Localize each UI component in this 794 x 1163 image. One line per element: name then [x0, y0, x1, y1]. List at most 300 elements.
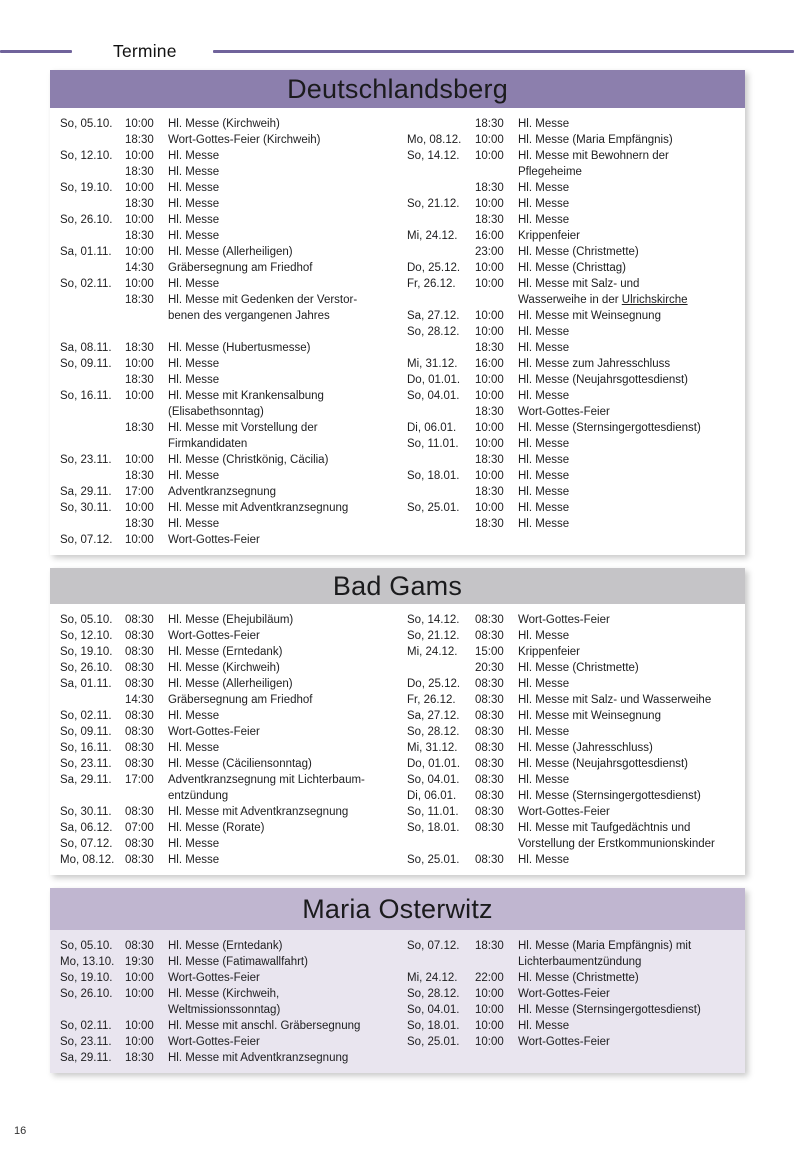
- row-description: Hl. Messe (Hubertusmesse): [168, 342, 311, 354]
- row-time: 15:00: [475, 646, 504, 658]
- row-date: Do, 01.01.: [407, 758, 461, 770]
- row-date: Do, 25.12.: [407, 262, 461, 274]
- row-date: So, 02.11.: [60, 710, 112, 722]
- row-description: Hl. Messe: [518, 342, 570, 354]
- row-date: [60, 420, 125, 452]
- row-time: 10:00: [475, 278, 504, 290]
- row-description: Hl. Messe (Sternsingergottesdienst): [518, 790, 701, 802]
- row-date: Sa, 08.11.: [60, 342, 112, 354]
- row-date: [407, 212, 475, 228]
- row-time: 10:00: [475, 198, 504, 210]
- row-date: So, 25.01.: [407, 854, 460, 866]
- schedule-row: [60, 660, 407, 676]
- row-description: Hl. Messe (Neujahrsgottesdienst): [518, 374, 689, 386]
- schedule-row: [60, 644, 407, 660]
- row-description: Hl. Messe mit Salz- und Wasserweihe: [518, 694, 712, 706]
- row-time: 10:00: [475, 1004, 504, 1016]
- header-rule-right: [213, 50, 794, 53]
- row-date: So, 19.10.: [60, 972, 113, 984]
- row-description: Hl. Messe: [518, 470, 570, 482]
- row-description: Hl. Messe: [518, 630, 570, 642]
- row-description: Hl. Messe: [168, 198, 220, 210]
- row-time: 08:30: [475, 822, 504, 834]
- schedule-row: [407, 340, 745, 356]
- row-description: Hl. Messe: [168, 518, 220, 530]
- row-description: Hl. Messe (Maria Empfängnis): [518, 134, 673, 146]
- schedule-row: [407, 804, 745, 820]
- row-time: 08:30: [125, 630, 154, 642]
- row-date: Mi, 24.12.: [407, 972, 458, 984]
- row-description: Hl. Messe: [518, 774, 570, 786]
- schedule-row: [407, 516, 745, 532]
- row-time: 10:00: [125, 118, 154, 130]
- schedule-row: [407, 628, 745, 644]
- row-date: Mi, 24.12.: [407, 230, 458, 242]
- schedule-row: [60, 452, 407, 468]
- row-date: Do, 01.01.: [407, 374, 461, 386]
- row-description: Hl. Messe (Sternsingergottesdienst): [518, 1004, 701, 1016]
- row-date: [60, 132, 125, 148]
- row-time: 08:30: [125, 806, 154, 818]
- row-date: [407, 452, 475, 468]
- row-description: Hl. Messe: [518, 198, 570, 210]
- section-banner: [50, 70, 745, 108]
- row-date: So, 26.10.: [60, 662, 113, 674]
- schedule-row: [407, 260, 745, 276]
- row-time: 10:00: [475, 374, 504, 386]
- row-time: 10:00: [125, 182, 154, 194]
- row-time: 10:00: [475, 422, 504, 434]
- row-description: Hl. Messe (Neujahrsgottesdienst): [518, 758, 689, 770]
- schedule-row: [407, 196, 745, 212]
- row-date: [60, 228, 125, 244]
- row-time: 18:30: [125, 342, 154, 354]
- row-time: 10:00: [125, 502, 154, 514]
- schedule-row: [60, 986, 407, 1018]
- row-date: Di, 06.01.: [407, 790, 457, 802]
- row-description: Hl. Messe (Cäciliensonntag): [168, 758, 312, 770]
- row-date: Sa, 27.12.: [407, 310, 460, 322]
- row-time: 10:00: [475, 310, 504, 322]
- row-description: Hl. Messe mit Adventkranzsegnung: [168, 1052, 349, 1064]
- schedule-row: [407, 388, 745, 404]
- schedule-row: [60, 196, 407, 212]
- row-date: [60, 324, 125, 340]
- schedule-row: [407, 772, 745, 788]
- row-time: 10:00: [475, 134, 504, 146]
- row-time: 18:30: [475, 518, 504, 530]
- row-time: 08:30: [125, 758, 154, 770]
- row-time: 10:00: [125, 246, 154, 258]
- schedule-row: [60, 970, 407, 986]
- row-description: Hl. Messe (Ehejubiläum): [168, 614, 294, 626]
- row-description: Hl. Messe mit Gedenken der Verstor- benen des vergangenen Jahres: [168, 294, 358, 322]
- schedule-row: [407, 740, 745, 756]
- row-date: [60, 292, 125, 324]
- row-description: Hl. Messe zum Jahresschluss: [518, 358, 671, 370]
- row-date: Mo, 08.12.: [60, 854, 115, 866]
- row-date: So, 16.11.: [60, 390, 112, 402]
- row-time: 08:30: [475, 614, 504, 626]
- row-time: 08:30: [475, 758, 504, 770]
- schedule-column-right: [407, 612, 745, 868]
- schedule-row: [407, 852, 745, 868]
- row-time: 08:30: [125, 614, 154, 626]
- header-rule-left: [0, 50, 72, 53]
- row-time: 08:30: [125, 678, 154, 690]
- schedule-row: [407, 468, 745, 484]
- row-time: 18:30: [475, 940, 504, 952]
- row-time: 18:30: [475, 214, 504, 226]
- row-description: Wort-Gottes-Feier: [518, 406, 610, 418]
- row-description: Hl. Messe (Allerheiligen): [168, 678, 293, 690]
- row-time: 08:30: [125, 838, 154, 850]
- row-description: Hl. Messe mit Vorstellung der Firmkandidaten: [168, 422, 318, 450]
- row-date: So, 18.01.: [407, 822, 460, 834]
- row-description: Wort-Gottes-Feier: [518, 1036, 610, 1048]
- row-date: Sa, 06.12.: [60, 822, 113, 834]
- row-description: Hl. Messe mit Adventkranzsegnung: [168, 806, 349, 818]
- schedule-row: [407, 420, 745, 436]
- row-date: So, 19.10.: [60, 182, 113, 194]
- schedule-row: [407, 820, 745, 852]
- row-description: Wort-Gottes-Feier: [168, 726, 260, 738]
- schedule-row: [60, 212, 407, 228]
- row-date: So, 21.12.: [407, 630, 460, 642]
- row-time: 18:30: [475, 406, 504, 418]
- schedule-row: [60, 500, 407, 516]
- schedule-row: [60, 292, 407, 324]
- row-date: So, 28.12.: [407, 726, 460, 738]
- row-date: So, 19.10.: [60, 646, 113, 658]
- schedule-row: [407, 308, 745, 324]
- row-time: 14:30: [125, 694, 154, 706]
- schedule-row: [60, 740, 407, 756]
- row-date: So, 04.01.: [407, 774, 460, 786]
- row-description: Hl. Messe (Rorate): [168, 822, 265, 834]
- schedule-row: [60, 356, 407, 372]
- schedule-row: [407, 756, 745, 772]
- schedule-row: [407, 692, 745, 708]
- row-description: Wort-Gottes-Feier: [518, 614, 610, 626]
- row-description: Hl. Messe: [168, 358, 220, 370]
- row-date: So, 05.10.: [60, 614, 113, 626]
- row-time: 08:30: [125, 726, 154, 738]
- row-time: 08:30: [475, 790, 504, 802]
- schedule-row: [407, 228, 745, 244]
- row-date: So, 30.11.: [60, 806, 112, 818]
- row-description: Wort-Gottes-Feier: [518, 988, 610, 1000]
- row-time: 10:00: [125, 534, 154, 546]
- section-body: [50, 930, 745, 1073]
- row-date: Sa, 29.11.: [60, 1052, 112, 1064]
- schedule-row: [407, 660, 745, 676]
- row-description: Wort-Gottes-Feier: [168, 972, 260, 984]
- row-time: 08:30: [475, 710, 504, 722]
- row-time: 18:30: [125, 470, 154, 482]
- schedule-row: [60, 132, 407, 148]
- row-date: Sa, 29.11.: [60, 774, 112, 786]
- schedule-column-right: [407, 116, 745, 548]
- row-date: So, 09.11.: [60, 726, 112, 738]
- row-time: 10:00: [475, 262, 504, 274]
- row-time: 18:30: [125, 518, 154, 530]
- row-description: Hl. Messe (Maria Empfängnis) mit Lichterbaumentzündung: [518, 940, 692, 968]
- row-description: Hl. Messe (Allerheiligen): [168, 246, 293, 258]
- row-description: Hl. Messe: [518, 326, 570, 338]
- row-time: 10:00: [125, 1020, 154, 1032]
- row-description: Hl. Messe (Fatimawallfahrt): [168, 956, 308, 968]
- row-description: Wort-Gottes-Feier: [168, 534, 260, 546]
- row-description: [168, 324, 407, 340]
- row-time: 23:00: [475, 246, 504, 258]
- row-time: 10:00: [125, 390, 154, 402]
- schedule-row: [60, 1050, 407, 1066]
- row-date: So, 07.12.: [60, 838, 113, 850]
- row-date: So, 12.10.: [60, 630, 113, 642]
- row-description: Hl. Messe (Christtag): [518, 262, 626, 274]
- row-time: 18:30: [125, 374, 154, 386]
- schedule-row: [60, 708, 407, 724]
- row-time: 18:30: [125, 422, 154, 434]
- row-date: So, 14.12.: [407, 614, 460, 626]
- row-time: 16:00: [475, 358, 504, 370]
- schedule-row: [60, 1018, 407, 1034]
- row-description: Hl. Messe (Christmette): [518, 662, 639, 674]
- schedule-row: [407, 970, 745, 986]
- row-description: Hl. Messe: [168, 374, 220, 386]
- row-date: Mi, 31.12.: [407, 742, 458, 754]
- row-description: Hl. Messe: [168, 278, 220, 290]
- row-date: So, 30.11.: [60, 502, 112, 514]
- row-description: Hl. Messe mit Weinsegnung: [518, 710, 661, 722]
- row-time: 10:00: [475, 470, 504, 482]
- row-description: Hl. Messe (Christmette): [518, 972, 639, 984]
- row-time: 19:30: [125, 956, 154, 968]
- section-body: [50, 108, 745, 555]
- schedule-row: [60, 804, 407, 820]
- page-header: [0, 40, 794, 62]
- schedule-row: [60, 116, 407, 132]
- row-description: Wort-Gottes-Feier: [518, 806, 610, 818]
- row-time: 22:00: [475, 972, 504, 984]
- row-description: Gräbersegnung am Friedhof: [168, 262, 313, 274]
- schedule-column-right: [407, 938, 745, 1066]
- row-date: [407, 404, 475, 420]
- row-date: So, 02.11.: [60, 1020, 112, 1032]
- row-description: Hl. Messe mit Bewohnern der Pflegeheime: [518, 150, 669, 178]
- row-time: 10:00: [475, 438, 504, 450]
- row-time: 07:00: [125, 822, 154, 834]
- schedule-row: [407, 132, 745, 148]
- section-banner: [50, 888, 745, 930]
- row-date: So, 18.01.: [407, 470, 460, 482]
- row-date: So, 25.01.: [407, 1036, 460, 1048]
- schedule-section: [50, 70, 745, 555]
- row-date: So, 07.12.: [407, 940, 460, 952]
- row-date: So, 09.11.: [60, 358, 112, 370]
- schedule-row: [60, 388, 407, 420]
- row-description: Adventkranzsegnung mit Lichterbaum- entzündung: [168, 774, 365, 802]
- row-time: 08:30: [475, 630, 504, 642]
- row-description: Hl. Messe mit Taufgedächtnis und Vorstellung der Erstkommunionskinder: [518, 822, 715, 850]
- schedule-row: [407, 212, 745, 228]
- row-date: So, 23.11.: [60, 454, 112, 466]
- row-time: 10:00: [125, 988, 154, 1000]
- schedule-row: [60, 612, 407, 628]
- schedule-row: [407, 612, 745, 628]
- schedule-row: [60, 228, 407, 244]
- schedule-row: [407, 452, 745, 468]
- row-time: 08:30: [475, 806, 504, 818]
- row-date: So, 14.12.: [407, 150, 460, 162]
- row-date: So, 07.12.: [60, 534, 113, 546]
- row-time: 08:30: [475, 726, 504, 738]
- schedule-section: [50, 888, 745, 1073]
- row-date: Sa, 29.11.: [60, 486, 112, 498]
- row-date: [407, 484, 475, 500]
- row-time: 18:30: [475, 342, 504, 354]
- row-date: Mi, 31.12.: [407, 358, 458, 370]
- schedule-row: [407, 1002, 745, 1018]
- row-date: So, 05.10.: [60, 940, 113, 952]
- row-time: 08:30: [125, 710, 154, 722]
- row-description: Hl. Messe mit anschl. Gräbersegnung: [168, 1020, 361, 1032]
- row-date: So, 23.11.: [60, 758, 112, 770]
- schedule-row: [60, 692, 407, 708]
- schedule-row: [60, 724, 407, 740]
- schedule-row: [60, 820, 407, 836]
- row-time: 10:00: [475, 502, 504, 514]
- schedule-row: [407, 356, 745, 372]
- row-date: [60, 692, 125, 708]
- row-description: Hl. Messe: [518, 678, 570, 690]
- row-description: Hl. Messe: [518, 518, 570, 530]
- row-description: Krippenfeier: [518, 646, 581, 658]
- row-description: Wort-Gottes-Feier: [168, 1036, 260, 1048]
- row-description: Hl. Messe mit Adventkranzsegnung: [168, 502, 349, 514]
- row-description: Hl. Messe: [168, 854, 220, 866]
- schedule-row: [60, 676, 407, 692]
- page-number: 16: [14, 1125, 27, 1137]
- row-date: Mo, 08.12.: [407, 134, 462, 146]
- schedule-row: [407, 324, 745, 340]
- row-time: 18:30: [475, 454, 504, 466]
- row-date: [407, 660, 475, 676]
- row-time: 17:00: [125, 486, 154, 498]
- row-date: [60, 196, 125, 212]
- row-date: Sa, 27.12.: [407, 710, 460, 722]
- row-date: So, 18.01.: [407, 1020, 460, 1032]
- row-time: 08:30: [475, 854, 504, 866]
- row-description: Hl. Messe: [518, 486, 570, 498]
- schedule-row: [60, 954, 407, 970]
- row-time: 18:30: [125, 230, 154, 242]
- page-title: Termine: [113, 40, 177, 61]
- row-time: 10:00: [125, 150, 154, 162]
- row-date: [407, 340, 475, 356]
- schedule-row: [407, 244, 745, 260]
- row-date: [60, 164, 125, 180]
- row-time: 10:00: [125, 278, 154, 290]
- row-date: So, 11.01.: [407, 806, 459, 818]
- schedule-row: [60, 516, 407, 532]
- row-date: So, 28.12.: [407, 326, 460, 338]
- schedule-row: [60, 180, 407, 196]
- row-description: Hl. Messe: [168, 470, 220, 482]
- row-description: Hl. Messe (Kirchweih, Weltmissionssonntag): [168, 988, 281, 1016]
- row-date: So, 21.12.: [407, 198, 460, 210]
- row-time: 10:00: [475, 150, 504, 162]
- row-time: 08:30: [125, 646, 154, 658]
- row-description: Hl. Messe: [168, 182, 220, 194]
- schedule-row: [407, 644, 745, 660]
- schedule-row: [407, 116, 745, 132]
- row-time: 10:00: [125, 358, 154, 370]
- row-description: Hl. Messe (Erntedank): [168, 646, 283, 658]
- row-time: 18:30: [125, 134, 154, 146]
- row-time: 08:30: [125, 742, 154, 754]
- row-date: So, 16.11.: [60, 742, 112, 754]
- row-time: 10:00: [475, 326, 504, 338]
- schedule-row: [60, 1034, 407, 1050]
- row-time: 08:30: [475, 694, 504, 706]
- row-date: [60, 468, 125, 484]
- row-description: Hl. Messe (Kirchweih): [168, 662, 280, 674]
- row-time: 08:30: [125, 662, 154, 674]
- schedule-row: [407, 724, 745, 740]
- schedule-row: [60, 260, 407, 276]
- row-description: Hl. Messe (Christmette): [518, 246, 639, 258]
- row-description: Hl. Messe: [518, 214, 570, 226]
- row-time: 14:30: [125, 262, 154, 274]
- schedule-row: [407, 372, 745, 388]
- row-description: Hl. Messe mit Salz- und Wasserweihe in der Ulrichskirche: [518, 278, 688, 306]
- row-time: 10:00: [125, 1036, 154, 1048]
- row-date: Di, 06.01.: [407, 422, 457, 434]
- schedule-row: [60, 164, 407, 180]
- row-date: So, 02.11.: [60, 278, 112, 290]
- row-date: Fr, 26.12.: [407, 278, 456, 290]
- row-description: Hl. Messe: [168, 230, 220, 242]
- row-date: Fr, 26.12.: [407, 694, 456, 706]
- row-date: [60, 372, 125, 388]
- row-date: So, 04.01.: [407, 1004, 460, 1016]
- row-time: 18:30: [125, 1052, 154, 1064]
- schedule-row: [60, 938, 407, 954]
- row-date: [60, 260, 125, 276]
- row-date: Do, 25.12.: [407, 678, 461, 690]
- row-description: Hl. Messe: [518, 854, 570, 866]
- row-description: Hl. Messe (Christkönig, Cäcilia): [168, 454, 329, 466]
- row-time: 10:00: [475, 390, 504, 402]
- schedule-row: [60, 468, 407, 484]
- section-title: Maria Osterwitz: [302, 893, 493, 924]
- row-date: Sa, 01.11.: [60, 678, 112, 690]
- schedule-row: [407, 180, 745, 196]
- schedule-column-left: [50, 938, 407, 1066]
- row-description: Hl. Messe: [168, 214, 220, 226]
- row-date: So, 04.01.: [407, 390, 460, 402]
- row-time: [125, 324, 168, 340]
- schedule-row: [60, 772, 407, 804]
- row-time: 20:30: [475, 662, 504, 674]
- row-time: 08:30: [475, 678, 504, 690]
- row-time: 10:00: [475, 988, 504, 1000]
- row-time: 08:30: [475, 742, 504, 754]
- schedule-row: [407, 1018, 745, 1034]
- schedule-row: [407, 986, 745, 1002]
